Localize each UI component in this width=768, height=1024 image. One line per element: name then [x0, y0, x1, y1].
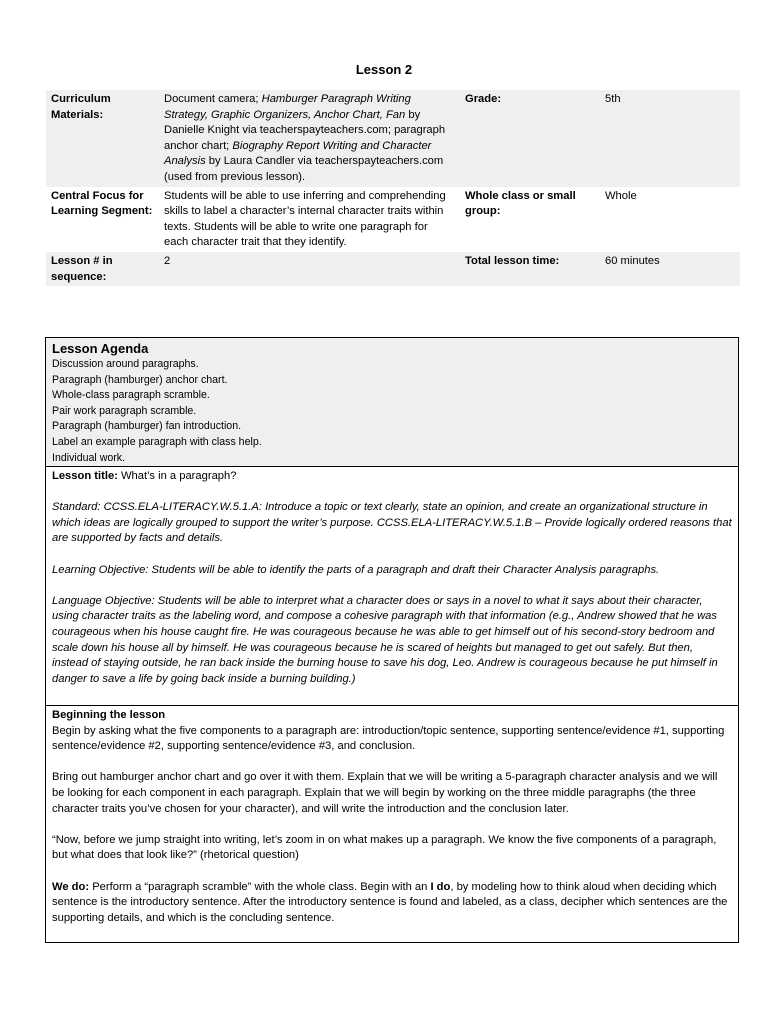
materials-title-2: Biography Report Writing and Character Analysis: [164, 139, 432, 168]
info-row-sequence: [46, 252, 740, 286]
beginning-paragraph-1: Begin by asking what the five components to a paragraph are: introduction/topic sentence, supporting sentence/evidence #1, supporting sentence/evidence #2, supporting sentence/evidence #3, and conclusion.: [52, 724, 725, 753]
beginning-section: [45, 705, 739, 943]
learning-objective: Learning Objective: Students will be able to identify the parts of a paragraph and draft their Character Analysis paragraphs.: [52, 563, 660, 576]
time-label: Total lesson time:: [460, 252, 600, 286]
materials-title-1: Hamburger Paragraph Writing Strategy, Graphic Organizers, Anchor Chart, Fan: [164, 93, 411, 121]
beginning-paragraph-3: “Now, before we jump straight into writing, let’s zoom in on what makes up a paragraph. We know the five components of a paragraph, but what does that look like?” (rhetorical question): [52, 833, 717, 862]
agenda-item: Label an example paragraph with class help.: [52, 435, 262, 448]
materials-text: Document camera;: [164, 93, 262, 105]
beginning-paragraph-4: [52, 880, 732, 927]
group-label: Whole class or small group:: [465, 189, 576, 218]
group-value: Whole: [605, 189, 637, 202]
sequence-label: Lesson # in sequence:: [46, 252, 159, 286]
agenda-item: Paragraph (hamburger) anchor chart.: [52, 373, 228, 386]
we-do-label: We do:: [52, 880, 90, 893]
beginning-paragraph-2: Bring out hamburger anchor chart and go over it with them. Explain that we will be writing a 5-paragraph character analysis and we will be looking for each component in each paragraph. Explain that we will begin by working on the three middle paragraphs (the three character traits you’ve chosen for your character), and will write the introduction and the conclusion later.: [52, 771, 718, 815]
sequence-value: 2: [159, 252, 460, 286]
agenda-item: Pair work paragraph scramble.: [52, 404, 197, 417]
lesson-info-table: [46, 90, 740, 286]
info-row-materials: [46, 90, 740, 187]
agenda-item: Discussion around paragraphs.: [52, 358, 199, 370]
i-do-label: I do: [430, 880, 451, 893]
paragraph-text: , by modeling how to think aloud when deciding which sentence is the introductory sentence. After the introductory sentence is found and labeled, as a class, decipher which sentences are the supporting details, and which is the concluding sentence.: [52, 880, 728, 924]
grade-label: Grade:: [460, 90, 600, 187]
agenda-heading: Lesson Agenda: [52, 341, 149, 356]
materials-label: Curriculum Materials:: [46, 90, 159, 187]
standard-text: Standard: CCSS.ELA-LITERACY.W.5.1.A: Introduce a topic or text clearly, state an opinion, and create an organizational structure in which ideas are logically grouped to support the writer’s purpose. CCSS.ELA-LITERACY.W.5.1.B – Provide logically ordered reasons that are supported by facts and details.: [52, 501, 732, 545]
lesson-title: [52, 469, 732, 485]
focus-label: Central Focus for Learning Segment:: [51, 189, 153, 218]
lesson-agenda: [45, 337, 739, 467]
info-row-focus: [46, 187, 740, 252]
language-objective: Language Objective: Students will be able to interpret what a character does or says in a novel to what it says about their character, using character traits as the labeling word, and compose a cohesive paragraph with that information (e.g., Andrew showed that he was courageous when his house caught fire. He was courageous because he was able to get himself out of his second-story bedroom and scale down his house all by himself. He was courageous because he is scared of heights but managed to get out safely. But then, instead of staying outside, he ran back inside the burning house to save his dog, Leo. Andrew is courageous because he put himself in danger to save a life by going back inside a burning building.): [52, 594, 718, 685]
time-value: 60 minutes: [600, 252, 740, 286]
materials-value: [159, 90, 460, 187]
agenda-item: Paragraph (hamburger) fan introduction.: [52, 420, 242, 433]
materials-text: by Laura Candler via teacherspayteachers.com (used from previous lesson).: [164, 155, 444, 183]
page-title: Lesson 2: [355, 62, 413, 77]
materials-text: by Danielle Knight via teacherspayteachers.com; paragraph anchor chart;: [164, 108, 446, 152]
lesson-title-value: What’s in a paragraph?: [117, 470, 237, 482]
agenda-item: Individual work.: [52, 451, 126, 464]
grade-value: 5th: [600, 90, 740, 187]
lesson-title-label: Lesson title:: [52, 470, 118, 482]
focus-value: Students will be able to use inferring and comprehending skills to label a character’s internal character traits within texts. Students will be able to write one paragraph for each character trait that they identify.: [164, 189, 446, 249]
lesson-details: [45, 466, 739, 706]
paragraph-text: Perform a “paragraph scramble” with the whole class. Begin with an: [89, 880, 431, 893]
agenda-item: Whole-class paragraph scramble.: [52, 389, 210, 402]
beginning-heading: Beginning the lesson: [52, 709, 166, 721]
